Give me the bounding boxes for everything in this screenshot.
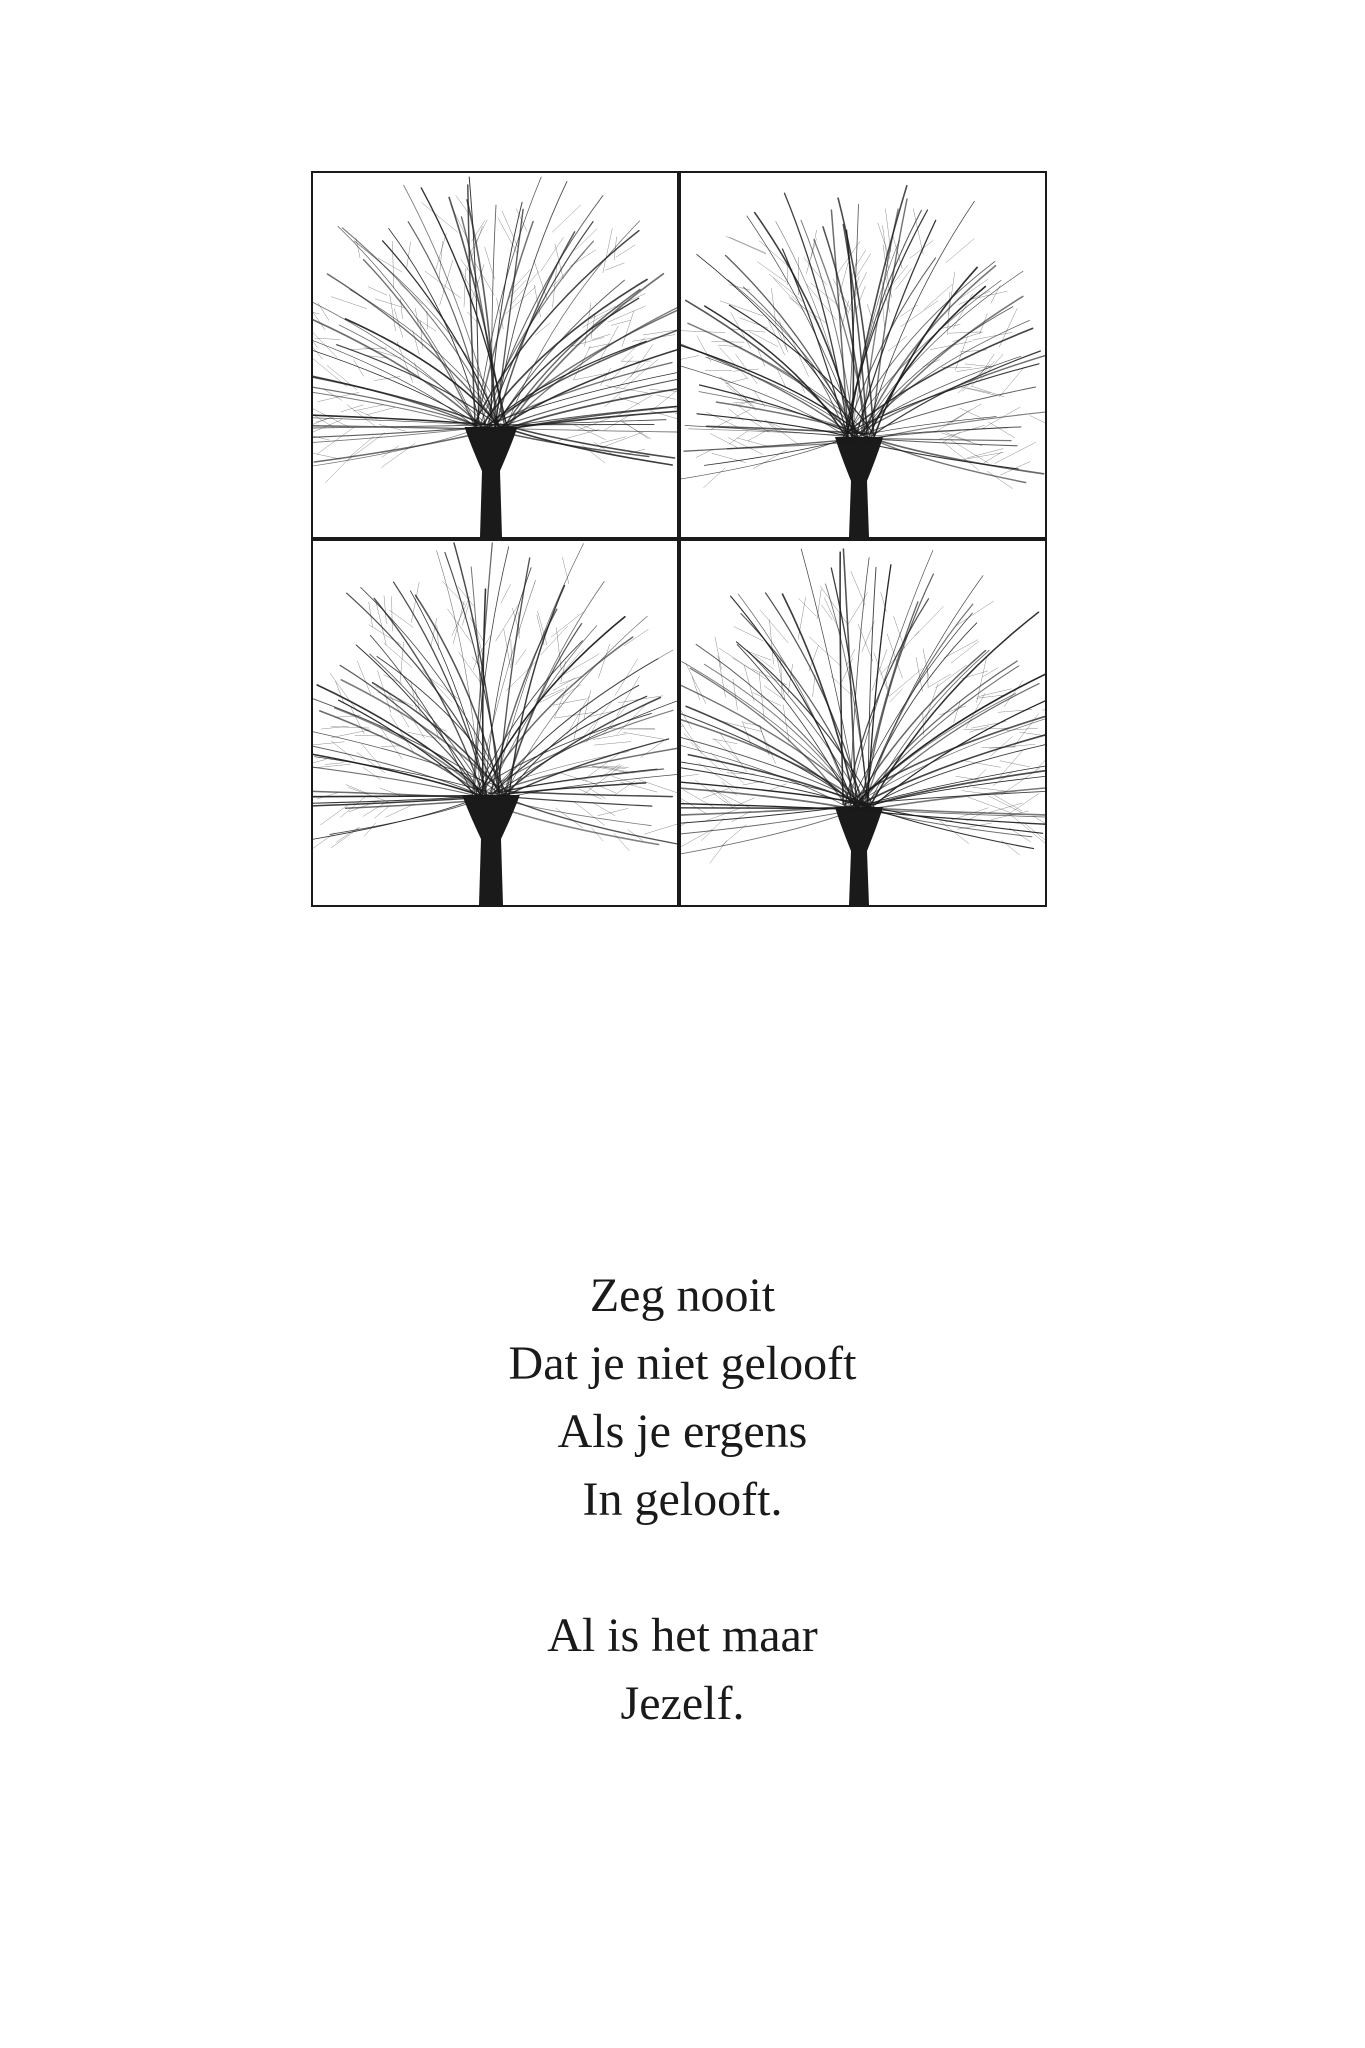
tree-silhouette-icon <box>681 541 1045 905</box>
poem-line: Als je ergens <box>557 1405 808 1458</box>
photo-top-right <box>681 173 1045 537</box>
photo-bottom-right <box>681 541 1045 905</box>
photo-bottom-left <box>313 541 677 905</box>
poem-line: Zeg nooit <box>589 1269 776 1322</box>
grid-divider-horizontal <box>313 537 1045 541</box>
tree-silhouette-icon <box>681 173 1045 537</box>
poem-line: Al is het maar <box>547 1609 818 1662</box>
poem <box>0 1262 1365 1738</box>
tree-silhouette-icon <box>313 541 677 905</box>
poem-line: Jezelf. <box>620 1677 745 1730</box>
photo-grid <box>311 171 1047 907</box>
photo-top-left <box>313 173 677 537</box>
stanza-break <box>0 1534 1365 1602</box>
poem-line: In gelooft. <box>582 1473 783 1526</box>
tree-silhouette-icon <box>313 173 677 537</box>
poem-line: Dat je niet gelooft <box>508 1337 857 1390</box>
